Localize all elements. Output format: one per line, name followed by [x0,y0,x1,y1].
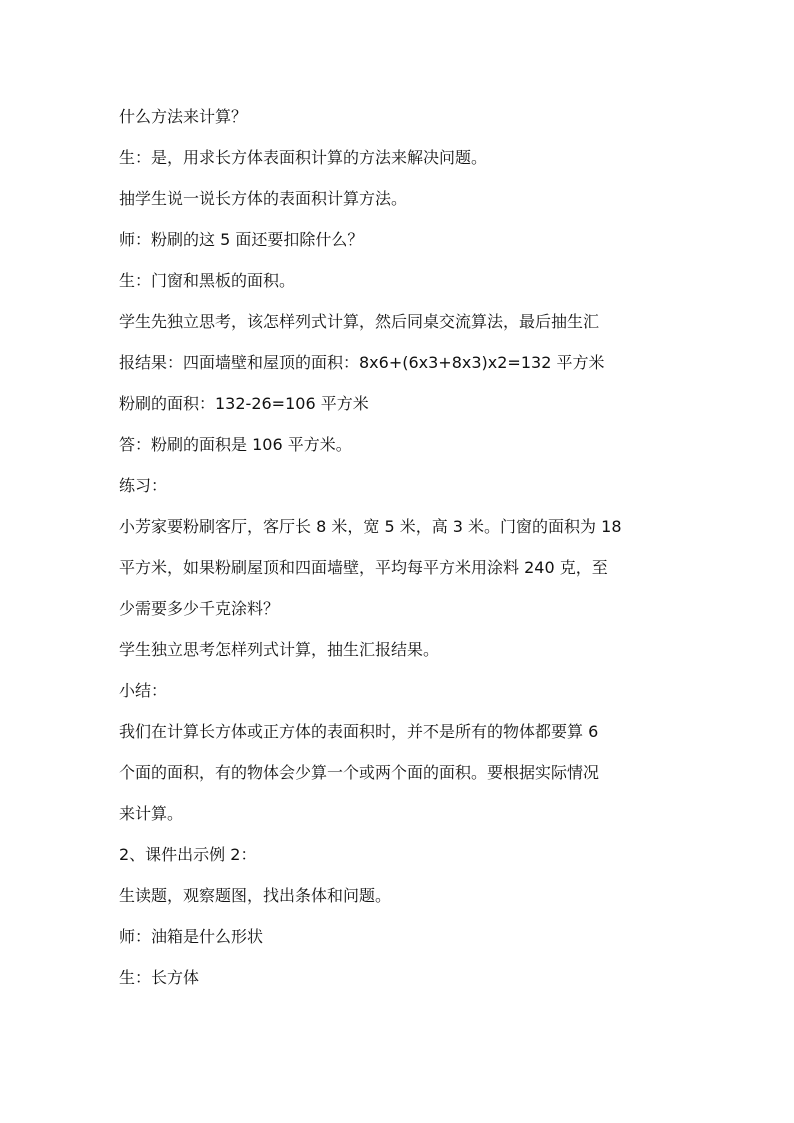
text-line: 学生独立思考怎样列式计算，抽生汇报结果。 [119,640,440,659]
text-line: 少需要多少千克涂料？ [119,599,280,618]
text-line: 平方米，如果粉刷屋顶和四面墙壁，平均每平方米用涂料 240 克，至 [119,558,608,577]
text-line: 学生先独立思考，该怎样列式计算，然后同桌交流算法，最后抽生汇 [119,312,600,331]
text-line: 抽学生说一说长方体的表面积计算方法。 [119,189,408,208]
text-line: 生：是，用求长方体表面积计算的方法来解决问题。 [119,148,488,167]
text-line: 生读题，观察题图，找出条体和问题。 [119,886,392,905]
text-line: 师：油箱是什么形状 [119,927,264,946]
text-line: 报结果：四面墙壁和屋顶的面积：8x6+(6x3+8x3)x2=132 平方米 [119,353,605,372]
text-line: 我们在计算长方体或正方体的表面积时，并不是所有的物体都要算 6 [119,722,599,741]
text-line: 2、课件出示例 2： [119,845,257,864]
section-heading: 练习： [119,476,168,495]
text-line: 师：粉刷的这 5 面还要扣除什么？ [119,230,364,249]
text-line: 什么方法来计算？ [119,107,248,126]
text-line: 小芳家要粉刷客厅，客厅长 8 米，宽 5 米，高 3 米。门窗的面积为 18 [119,517,622,536]
document-body [119,100,679,1002]
text-line: 个面的面积，有的物体会少算一个或两个面的面积。要根据实际情况 [119,763,600,782]
text-line: 生：长方体 [119,968,200,987]
text-line: 答：粉刷的面积是 106 平方米。 [119,435,352,454]
text-line: 生：门窗和黑板的面积。 [119,271,296,290]
section-heading: 小结： [119,681,168,700]
text-line: 粉刷的面积：132-26=106 平方米 [119,394,369,413]
text-line: 来计算。 [119,804,184,823]
